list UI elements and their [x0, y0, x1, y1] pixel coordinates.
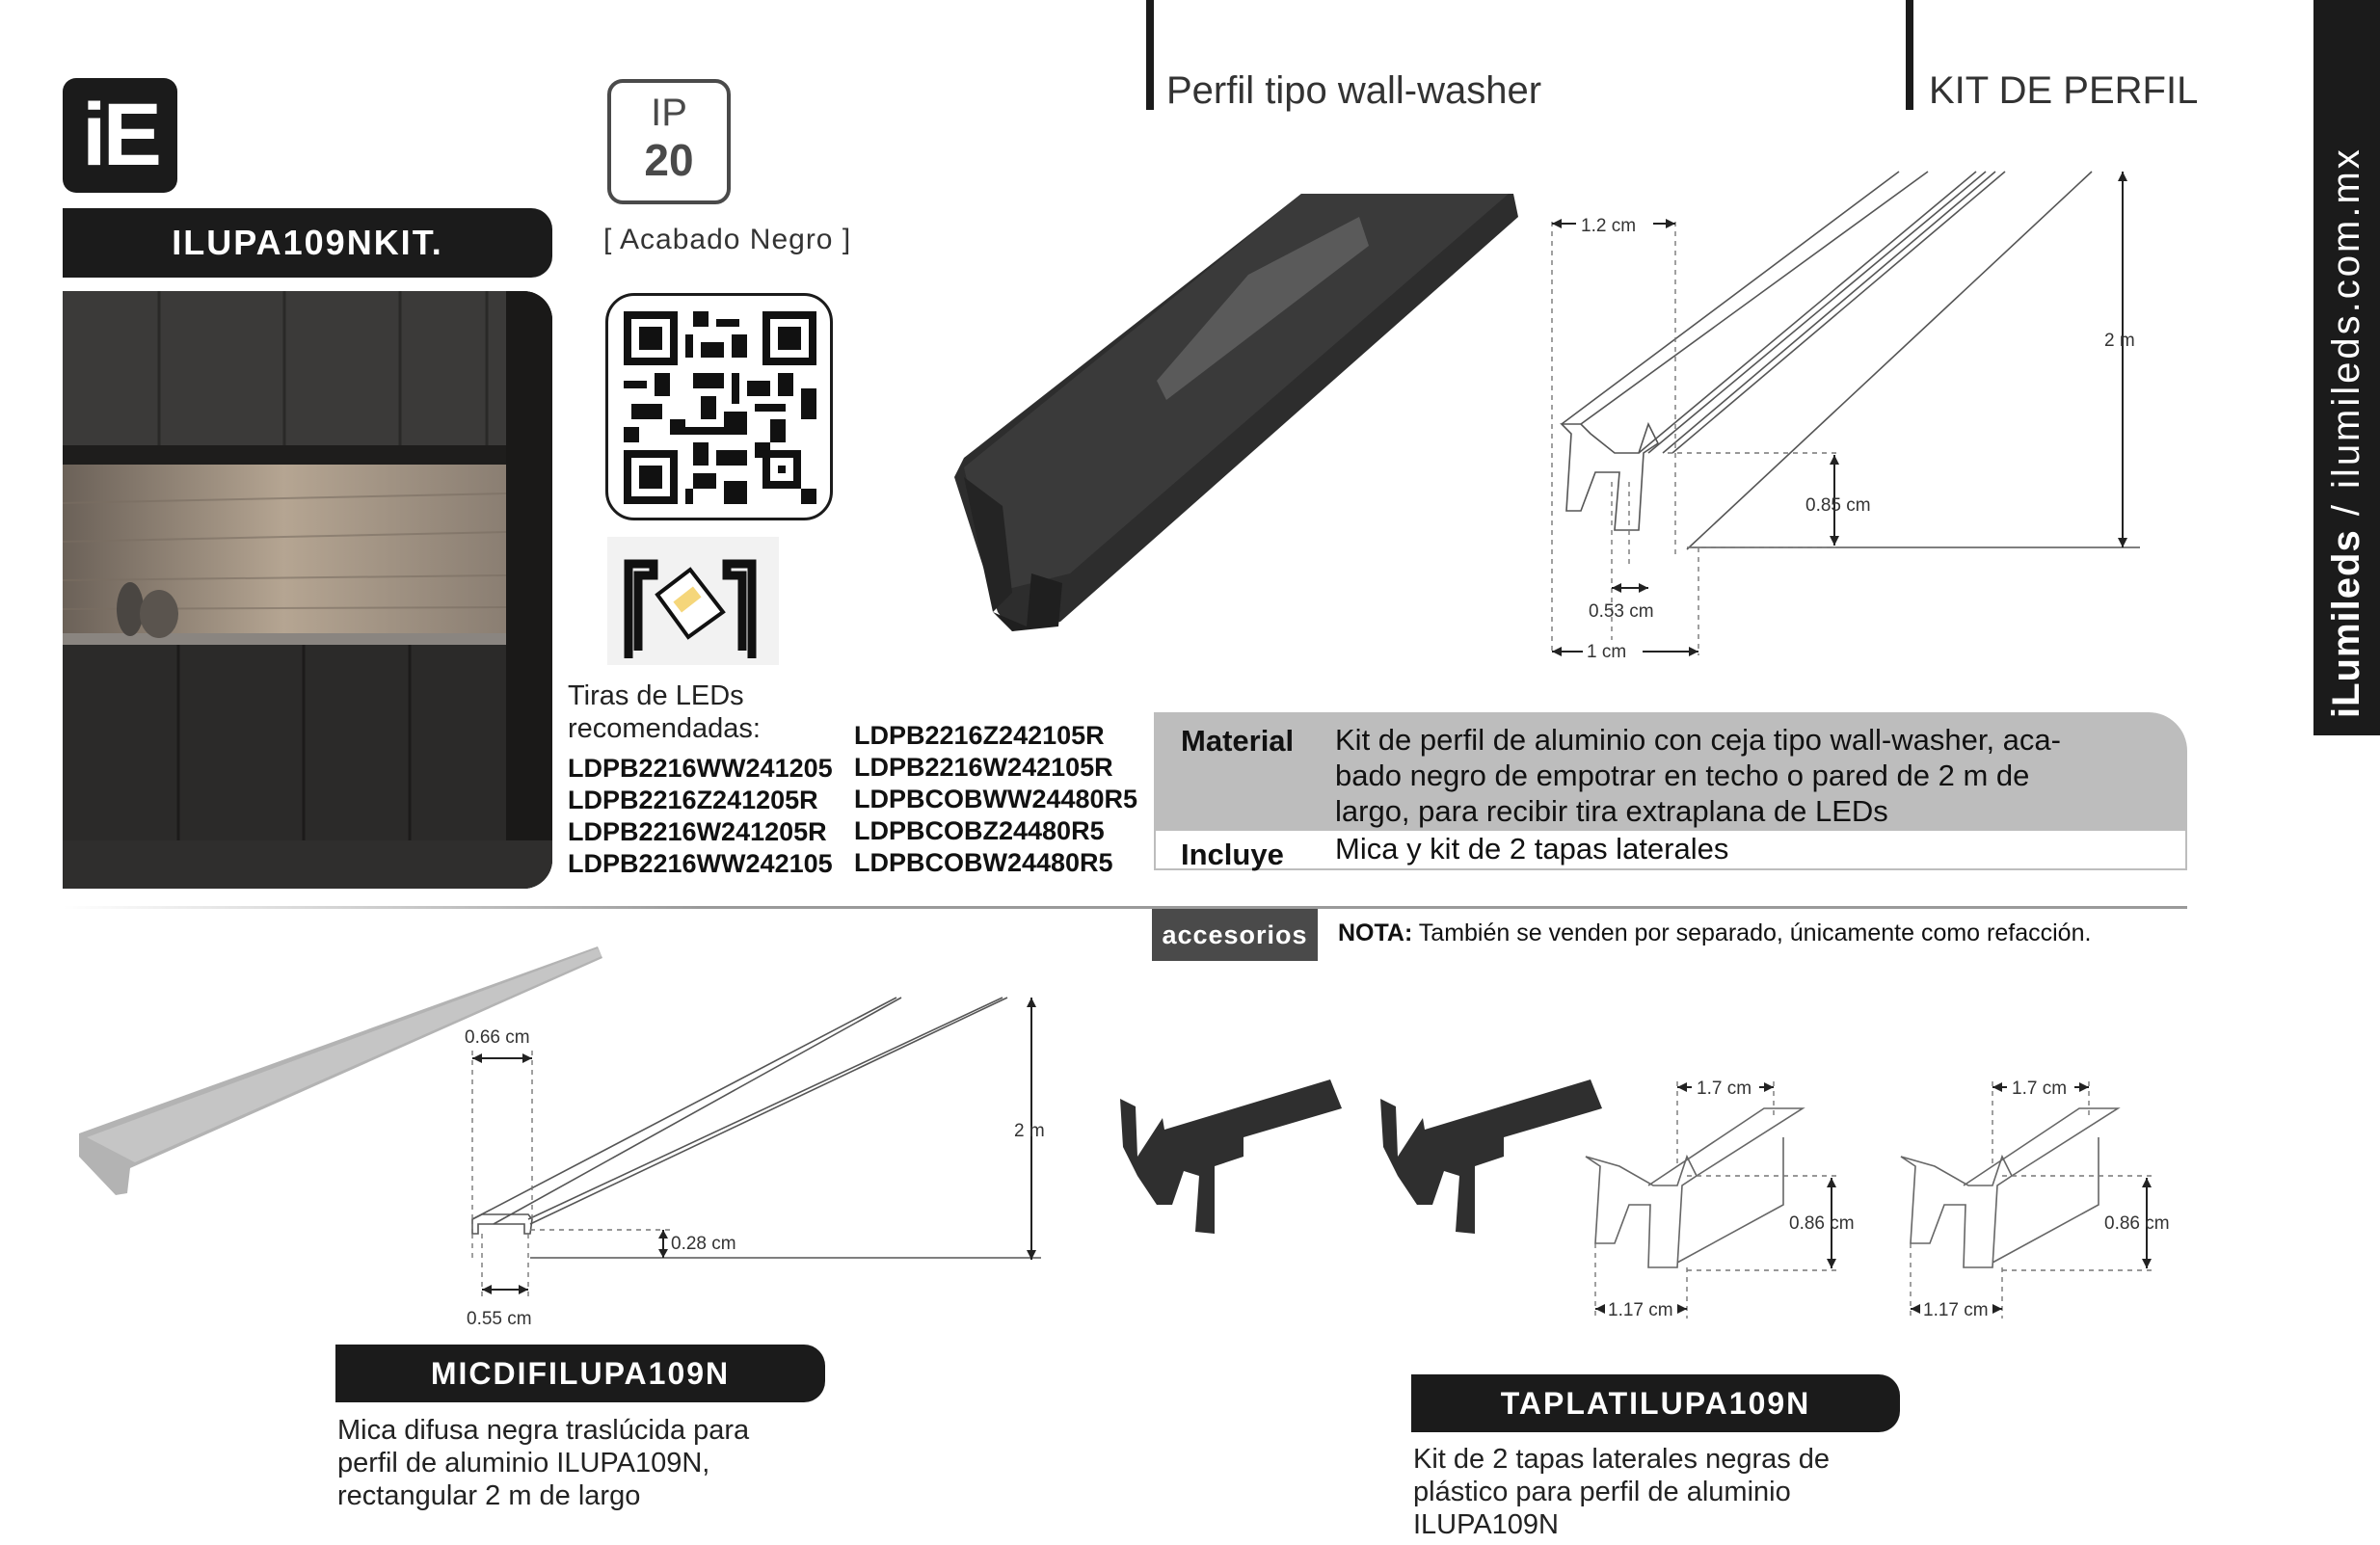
product-code-badge: ILUPA109NKIT.	[63, 208, 552, 278]
diffuser-drawing	[77, 945, 1070, 1330]
spec-material-value: Kit de perfil de aluminio con ceja tipo wall-washer, aca- bado negro de empotrar en techo o pared de 2 m de largo, para recibir tira extraplana de LEDs	[1335, 723, 2061, 828]
ip-label: IP	[651, 92, 687, 134]
header-bar-right	[1906, 0, 1913, 110]
dim-width-top: 1.2 cm	[1581, 216, 1637, 236]
brand-logo: iE	[63, 78, 177, 193]
dim-length: 2 m	[2104, 331, 2135, 351]
accessories-tag: accesorios	[1152, 909, 1318, 961]
section-divider	[63, 906, 2187, 909]
profile-technical-drawing	[1523, 164, 2150, 675]
led-list-col1	[568, 753, 833, 880]
cap-dim-base-2: 1.17 cm	[1923, 1300, 1989, 1320]
ip-rating-badge	[607, 79, 731, 204]
header-type-title: Perfil tipo wall-washer	[1166, 69, 1542, 112]
brand-sidebar-text: iLumileds / ilumileds.com.mx	[2325, 147, 2367, 718]
caps-code-badge: TAPLATILUPA109N	[1411, 1374, 1900, 1432]
diffuser-code-badge: MICDIFILUPA109N	[335, 1345, 825, 1402]
profile-render	[954, 188, 1533, 641]
diffuser-dim-height: 0.28 cm	[671, 1234, 736, 1254]
led-item: LDPBCOBZ24480R5	[854, 816, 1105, 845]
spec-includes-value: Mica y kit de 2 tapas laterales	[1335, 832, 1729, 866]
caps-description: Kit de 2 tapas laterales negras de plástico para perfil de aluminio ILUPA109N	[1413, 1444, 1831, 1540]
diffuser-description: Mica difusa negra traslúcida para perfil de aluminio ILUPA109N, rectangular 2 m de largo	[337, 1415, 750, 1511]
led-item: LDPBCOBWW24480R5	[854, 785, 1138, 813]
led-item: LDPB2216WW241205	[568, 754, 833, 783]
accessories-note: NOTA: También se venden por separado, únicamente como refacción.	[1338, 919, 2092, 946]
header-bar-left	[1146, 0, 1154, 110]
header-kit-title: KIT DE PERFIL	[1929, 69, 2199, 112]
cap-dim-height-2: 0.86 cm	[2104, 1213, 2170, 1234]
end-caps-drawing	[1109, 1060, 2198, 1340]
led-item: LDPBCOBW24480R5	[854, 848, 1113, 877]
led-item: LDPB2216W242105R	[854, 753, 1113, 782]
diffuser-dim-length: 2 m	[1014, 1121, 1045, 1141]
finish-label: [ Acabado Negro ]	[603, 224, 852, 255]
cap-dim-top: 1.7 cm	[1697, 1079, 1752, 1099]
cap-dim-height: 0.86 cm	[1789, 1213, 1855, 1234]
led-item: LDPB2216W241205R	[568, 817, 827, 846]
profile-section-icon	[607, 537, 779, 665]
cap-dim-top-2: 1.7 cm	[2012, 1079, 2068, 1099]
led-item: LDPB2216Z241205R	[568, 786, 818, 814]
ip-value: 20	[644, 135, 694, 185]
spec-material-label: Material	[1181, 724, 1295, 758]
dim-inner-gap: 0.53 cm	[1589, 601, 1654, 622]
qr-code[interactable]	[605, 293, 833, 520]
spec-includes-label: Incluye	[1181, 838, 1284, 871]
diffuser-dim-top: 0.66 cm	[465, 1027, 530, 1048]
cap-dim-base: 1.17 cm	[1608, 1300, 1673, 1320]
product-application-photo	[63, 291, 552, 889]
dim-base-width: 1 cm	[1587, 642, 1627, 662]
qr-code-icon	[624, 311, 816, 504]
led-item: LDPB2216WW242105	[568, 849, 833, 878]
led-item: LDPB2216Z242105R	[854, 721, 1105, 750]
led-section-title: Tiras de LEDs recomendadas:	[568, 680, 761, 744]
diffuser-dim-base: 0.55 cm	[467, 1309, 532, 1329]
dim-height: 0.85 cm	[1805, 495, 1871, 516]
led-list-col2	[854, 720, 1137, 879]
